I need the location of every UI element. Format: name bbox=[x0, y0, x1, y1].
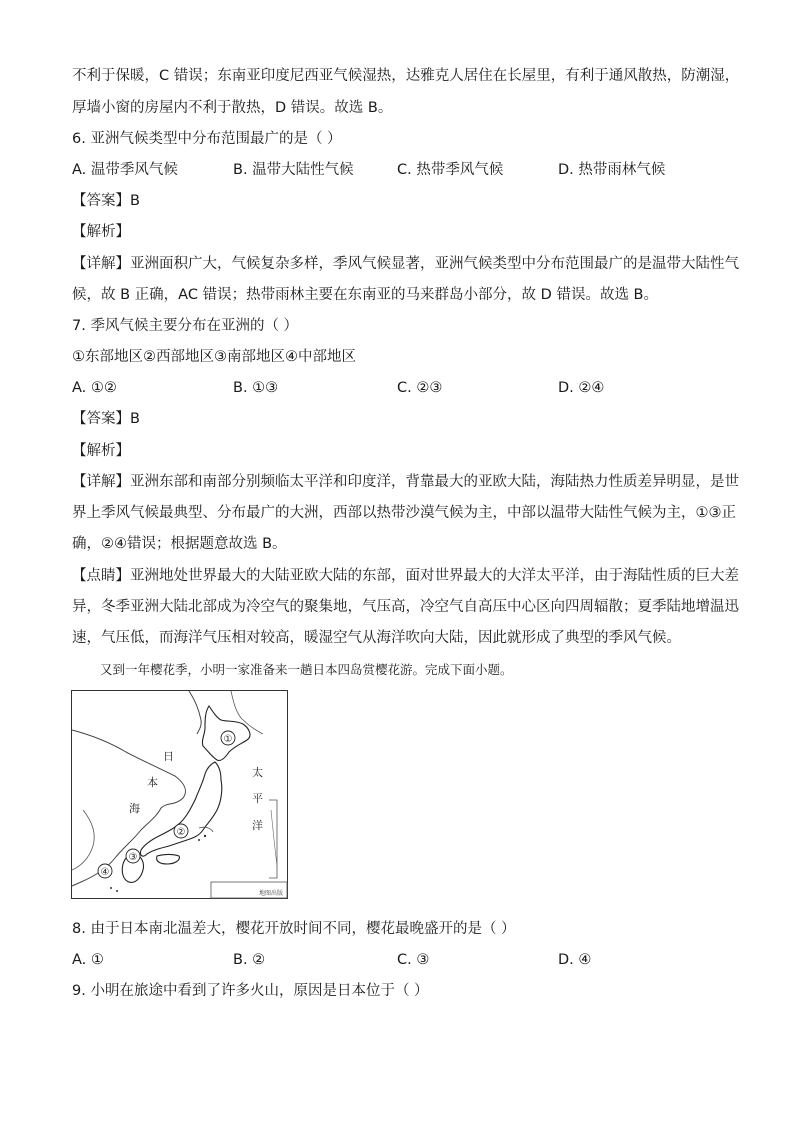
marker-2-label: ② bbox=[176, 827, 186, 838]
japan-map bbox=[71, 690, 288, 899]
sea-of-japan-char-3: 海 bbox=[129, 802, 140, 815]
q8-option-a: A. ① bbox=[72, 952, 104, 968]
q7-note: 异，冬季亚洲大陆北部成为冷空气的聚集地，气压高，冷空气自高压中心区向四周辐散；夏季陆地增温迅 bbox=[72, 599, 739, 615]
q7-option-b: B. ①③ bbox=[233, 380, 279, 396]
q6-analysis-heading: 【解析】 bbox=[72, 224, 130, 240]
q7-detail: 【详解】亚洲东部和南部分别频临太平洋和印度洋，背靠最大的亚欧大陆，海陆热力性质差异明显，是世 bbox=[72, 474, 739, 490]
q6-option-a: A. 温带季风气候 bbox=[72, 162, 178, 178]
marker-4-label: ④ bbox=[100, 867, 110, 878]
q7-option-a: A. ①② bbox=[72, 380, 117, 396]
marker-1-label: ① bbox=[223, 734, 233, 745]
question-8-stem: 8. 由于日本南北温差大，樱花开放时间不同，樱花最晚盛开的是（ ） bbox=[72, 921, 516, 937]
shikoku bbox=[157, 855, 180, 865]
map-caption: 地图出版 bbox=[258, 890, 283, 897]
q7-analysis-heading: 【解析】 bbox=[72, 443, 130, 459]
q7-detail: 界上季风气候最典型、分布最广的大洲，西部以热带沙漠气候为主，中部以温带大陆性气候为主，①③正 bbox=[72, 505, 736, 521]
island-dot bbox=[204, 835, 206, 837]
q7-choices: ①东部地区②西部地区③南部地区④中部地区 bbox=[72, 349, 356, 365]
marker-3-label: ③ bbox=[128, 852, 138, 863]
q8-option-b: B. ② bbox=[233, 952, 266, 968]
q7-option-c: C. ②③ bbox=[397, 380, 443, 396]
pacific-char-1: 太 bbox=[252, 766, 263, 779]
pacific-char-3: 洋 bbox=[252, 819, 263, 832]
island-dot bbox=[116, 890, 118, 892]
q7-option-d: D. ②④ bbox=[558, 380, 605, 396]
sea-of-japan-char-1: 日 bbox=[163, 750, 174, 763]
q8-option-d: D. ④ bbox=[558, 952, 592, 968]
island-dot bbox=[110, 887, 112, 889]
q7-note: 速，气压低，而海洋气压相对较高，暖湿空气从海洋吹向大陆，因此就形成了典型的季风气候。 bbox=[72, 630, 681, 646]
q7-note: 【点睛】亚洲地处世界最大的大陆亚欧大陆的东部，面对世界最大的大洋太平洋，由于海陆性质的巨大差 bbox=[72, 568, 739, 584]
question-9-stem: 9. 小明在旅途中看到了许多火山，原因是日本位于（ ） bbox=[72, 983, 429, 999]
q6-option-c: C. 热带季风气候 bbox=[397, 162, 504, 178]
q6-option-b: B. 温带大陆性气候 bbox=[233, 162, 354, 178]
q6-option-d: D. 热带雨林气候 bbox=[558, 162, 666, 178]
question-6-stem: 6. 亚洲气候类型中分布范围最广的是（ ） bbox=[72, 131, 342, 147]
q8-option-c: C. ③ bbox=[397, 952, 430, 968]
island-dot bbox=[198, 839, 200, 841]
q6-detail: 【详解】亚洲面积广大，气候复杂多样，季风气候显著，亚洲气候类型中分布范围最广的是温带大陆性气 bbox=[72, 256, 739, 272]
pacific-char-2: 平 bbox=[252, 792, 263, 805]
q7-detail: 确，②④错误；根据题意故选 B。 bbox=[72, 536, 287, 552]
q6-detail: 候，故 B 正确，AC 错误；热带雨林主要在东南亚的马来群岛小部分，故 D 错误。故选 B。 bbox=[72, 287, 659, 303]
question-7-stem: 7. 季风气候主要分布在亚洲的（ ） bbox=[72, 318, 299, 334]
group-intro: 又到一年樱花季，小明一家准备来一趟日本四岛赏樱花游。完成下面小题。 bbox=[100, 662, 513, 677]
explanation-line: 不利于保暖，C 错误；东南亚印度尼西亚气候湿热，达雅克人居住在长屋里，有利于通风散热，防潮湿， bbox=[72, 68, 740, 84]
explanation-line: 厚墙小窗的房屋内不利于散热，D 错误。故选 B。 bbox=[72, 100, 393, 116]
sea-of-japan-char-2: 本 bbox=[147, 776, 158, 789]
q7-answer: 【答案】B bbox=[72, 411, 140, 427]
q6-answer: 【答案】B bbox=[72, 193, 140, 209]
